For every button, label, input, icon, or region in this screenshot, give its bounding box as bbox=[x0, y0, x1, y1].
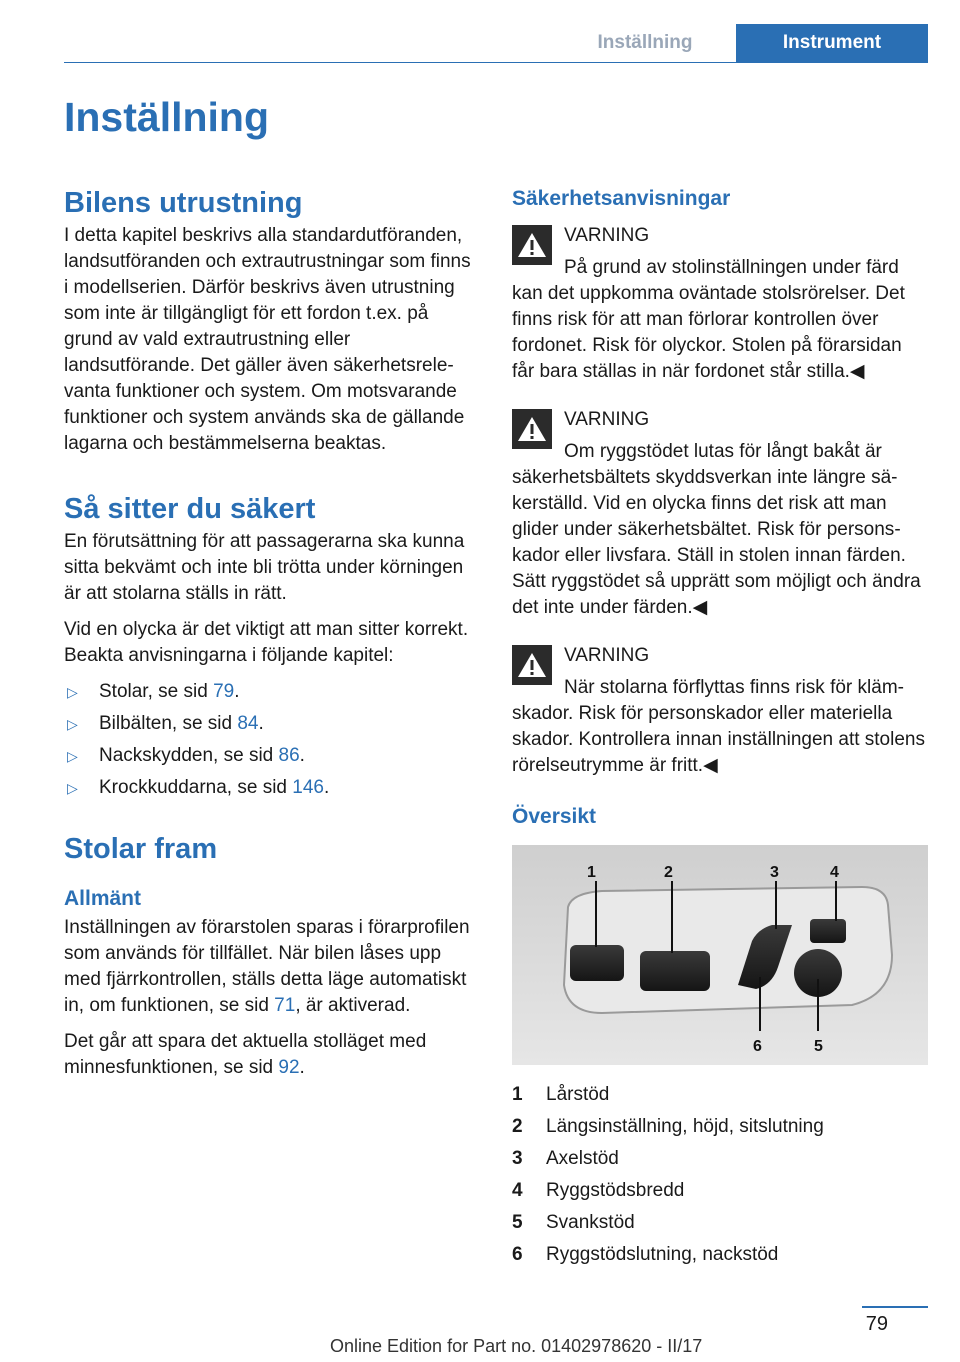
figure-label-6: 6 bbox=[753, 1038, 762, 1055]
page-link[interactable]: 84 bbox=[237, 713, 259, 734]
triangle-bullet-icon: ▷ bbox=[67, 684, 78, 700]
paragraph-utrustning: I detta kapitel beskrivs alla standardutföranden, landsutföranden och extrautrustningar som finns i modellserien. Därför beskrivs även utrustning som inte är tillgängligt för ett fordon t.ex. på grund av vald extrautrustning eller landsutförande. Det gäller även säkerhetsrelevanta funktioner och system. Om motsvarande funktioner och system används ska de gällande lagarna och bestämmelserna beaktas. bbox=[64, 225, 471, 454]
figure-label-1: 1 bbox=[587, 864, 596, 881]
page-link[interactable]: 71 bbox=[274, 995, 296, 1016]
warning-block bbox=[512, 643, 928, 779]
list-item: ▷ Bilbälten, se sid 84. bbox=[64, 711, 480, 737]
warning-label: VARNING bbox=[564, 409, 650, 430]
section-title-sa-sitter-du: Så sitter du säkert bbox=[64, 493, 316, 525]
list-item: ▷ Nackskydden, se sid 86. bbox=[64, 743, 480, 769]
triangle-bullet-icon: ▷ bbox=[67, 780, 78, 796]
list-item: ▷ Stolar, se sid 79. bbox=[64, 679, 480, 705]
warning-triangle-icon bbox=[512, 409, 552, 449]
triangle-bullet-icon: ▷ bbox=[67, 748, 78, 764]
page-number: 79 bbox=[865, 1313, 888, 1335]
triangle-bullet-icon: ▷ bbox=[67, 716, 78, 732]
warning-text: När stolarna förflyttas finns risk för klämskador. Risk för personskador eller materiella skador. Kontrollera innan inställningen att stolens rörelseutrymme är fritt.◀ bbox=[512, 677, 925, 776]
warning-label: VARNING bbox=[564, 645, 650, 666]
warning-label: VARNING bbox=[564, 225, 650, 246]
figure-label-3: 3 bbox=[770, 864, 779, 881]
figure-label-2: 2 bbox=[664, 864, 673, 881]
footer-rule bbox=[862, 1306, 928, 1308]
legend-item: 3 Axelstöd bbox=[512, 1148, 619, 1169]
paragraph-olycka: Vid en olycka är det viktigt att man sitter korrekt. Beakta anvisningarna i följande kapitel: bbox=[64, 619, 469, 666]
seat-controls-illustration bbox=[512, 845, 928, 1065]
warning-block bbox=[512, 407, 928, 621]
section-title-stolar-fram: Stolar fram bbox=[64, 833, 218, 865]
page-link[interactable]: 79 bbox=[213, 681, 235, 702]
right-column bbox=[512, 183, 928, 1271]
section-title-sakerhetsanvisningar: Säkerhetsanvisningar bbox=[512, 187, 731, 210]
page-title: Inställning bbox=[64, 94, 269, 140]
edition-note: Online Edition for Part no. 01402978620 - II/17 bbox=[330, 1336, 703, 1356]
warning-triangle-icon bbox=[512, 645, 552, 685]
page-link[interactable]: 86 bbox=[278, 745, 300, 766]
legend-item: 2 Längsinställning, höjd, sitslutning bbox=[512, 1116, 824, 1137]
page-link[interactable]: 92 bbox=[278, 1057, 300, 1078]
warning-triangle-icon bbox=[512, 225, 552, 265]
subsection-title-allmant: Allmänt bbox=[64, 887, 142, 910]
paragraph-forutsattning: En förutsättning för att passagerarna ska kunna sitta bekvämt och inte bli trötta under körningen är att stolarna ställs in rätt. bbox=[64, 531, 465, 604]
legend-item: 6 Ryggstödslutning, nackstöd bbox=[512, 1244, 779, 1265]
page-header bbox=[64, 24, 928, 63]
paragraph-forarprofil: Inställningen av förarstolen sparas i förarprofilen som används för tillfället. När bilen låses upp med fjärrkontrollen, ställs detta läge automatiskt in, om funktionen, se sid 71, är aktiverad. bbox=[64, 917, 470, 1016]
chapter-list bbox=[64, 679, 480, 801]
legend-item: 1 Lårstöd bbox=[512, 1084, 610, 1105]
warning-text: Om ryggstödet lutas för långt bakåt är säkerhetsbältets skyddsverkan inte längre säkerställd. Vid en olycka finns det risk att man glider under säkerhetsbältet. Risk för personskador eller livsfara. Ställ in stolen innan färden. Sätt ryggstödet så upprätt som möjligt och ändra det inte under färden.◀ bbox=[512, 441, 921, 618]
warning-text: På grund av stolinställningen under färd kan det uppkomma oväntade stolsrörelser. Det finns risk för att man förlorar kontrollen över fordonet. Risk för olyckor. Stolen på förarsidan får bara ställas in när fordonet står stilla.◀ bbox=[512, 257, 905, 382]
warning-block bbox=[512, 223, 928, 385]
legend-item: 5 Svankstöd bbox=[512, 1212, 635, 1233]
paragraph-minnesfunktion: Det går att spara det aktuella stolläget med minnesfunktionen, se sid 92. bbox=[64, 1031, 427, 1078]
figure-label-5: 5 bbox=[814, 1038, 823, 1055]
tab-installning[interactable]: Inställning bbox=[597, 32, 693, 53]
list-item: ▷ Krockkuddarna, se sid 146. bbox=[64, 775, 480, 801]
page-link[interactable]: 146 bbox=[292, 777, 324, 798]
figure-label-4: 4 bbox=[830, 864, 839, 881]
figure-legend bbox=[512, 1079, 928, 1271]
section-title-oversikt: Översikt bbox=[512, 805, 597, 828]
legend-item: 4 Ryggstödsbredd bbox=[512, 1180, 685, 1201]
left-column bbox=[64, 183, 480, 1091]
tab-instrument[interactable]: Instrument bbox=[736, 24, 928, 62]
section-title-bilens-utrustning: Bilens utrustning bbox=[64, 187, 303, 219]
seat-controls-figure bbox=[512, 845, 928, 1065]
